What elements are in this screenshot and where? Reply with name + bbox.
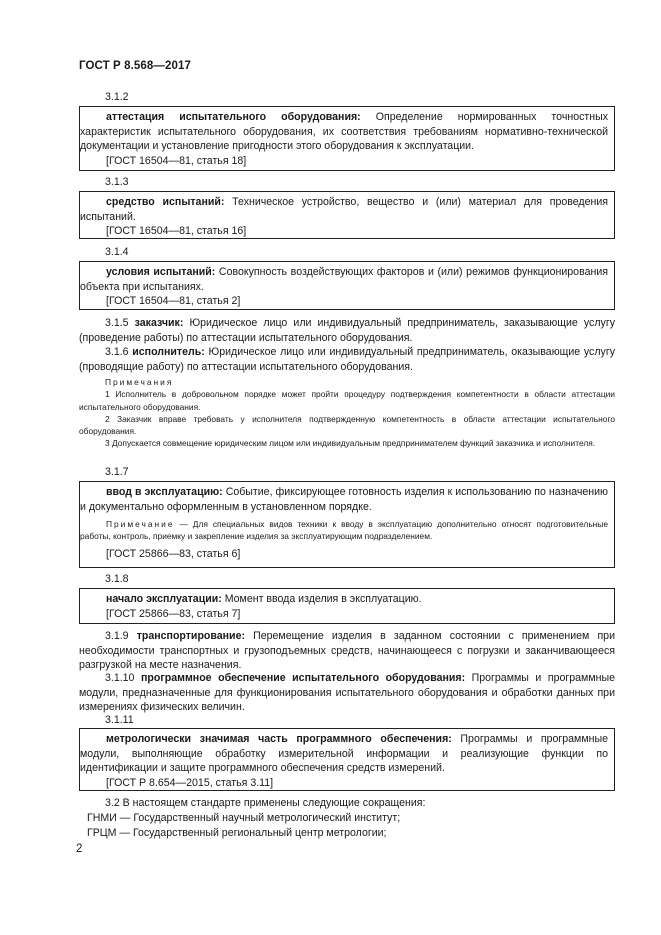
term-source: [ГОСТ 25866—83, статья 7] [106,607,241,620]
term-3-1-10 [79,671,615,715]
term-3-1-6 [79,345,615,374]
term-number: 3.1.10 [105,672,141,684]
term-title: ввод в эксплуатацию: [106,486,223,498]
term-source: [ГОСТ 25866—83, статья 6] [106,547,241,560]
term-title: метрологически значимая часть программного обеспечения: [106,733,452,745]
term-number: 3.1.5 [105,317,135,329]
term-number: 3.1.3 [105,176,129,188]
abbr-text: — Государственный региональный центр метрологии; [119,827,387,839]
document-header: ГОСТ Р 8.568—2017 [79,60,191,72]
term-title: транспортирование: [136,630,245,642]
term-definition: Перемещение изделия в заданном состоянии с применением при необходимости транспортных и грузоподъемных средств, начинающееся с погрузки и заканчивающееся разгрузкой на месте назначения. [79,630,615,672]
term-title: средство испытаний: [106,196,225,208]
term-number: 3.1.11 [105,714,134,726]
term-definition: Юридическое лицо или индивидуальный предприниматель, заказывающие услугу (проведение работы) по аттестации испытательного оборудования. [79,317,615,344]
note-2: 2 Заказчик вправе требовать у исполнителя подтвержденную компетентность в области аттестации испытательного оборудования. [79,413,615,437]
term-title: условия испытаний: [106,266,216,278]
term-title: аттестация испытательного оборудования: [106,111,361,123]
page-number: 2 [76,843,83,855]
term-box-3-1-2 [79,106,615,171]
term-definition: Момент ввода изделия в эксплуатацию. [221,593,422,605]
term-3-1-9 [79,629,615,673]
notes-title: Примечания [105,377,174,387]
notes-block [79,376,615,450]
term-number: 3.1.6 [105,346,133,358]
term-definition: Техническое устройство, вещество и (или) материал для проведения испытаний. [80,196,609,223]
term-definition: Совокупность воздействующих факторов и (или) режимов функционирования объекта при испытаниях. [80,266,608,293]
abbr-term: ГРЦМ [87,827,117,839]
term-source: [ГОСТ 16504—81, статья 16] [106,225,247,238]
note-3: 3 Допускается совмещение юридическим лицом или индивидуальным предпринимателем функций заказчика и исполнителя. [105,438,596,449]
term-number: 3.1.4 [105,246,129,258]
term-box-3-1-3 [79,191,615,239]
abbr-item [87,827,386,839]
abbr-item [87,812,400,824]
term-number: 3.1.7 [105,466,129,478]
term-source: [ГОСТ Р 8.654—2015, статья 3.11] [106,776,274,789]
term-title: программное обеспечение испытательного оборудования: [141,672,466,684]
term-definition: Юридическое лицо или индивидуальный предприниматель, оказывающие услугу (проводящие работу) по аттестации испытательного оборудования. [79,346,615,373]
term-definition: Событие, фиксирующее готовность изделия к использованию по назначению и документально оформленным в установленном порядке. [80,486,609,513]
term-title: заказчик: [134,317,184,329]
term-source: [ГОСТ 16504—81, статья 18] [106,154,247,167]
note-label: Примечание [106,519,175,530]
abbr-text: — Государственный научный метрологический институт; [119,812,401,824]
term-box-3-1-11 [79,728,615,791]
section-3-2: 3.2 В настоящем стандарте применены следующие сокращения: [105,797,426,809]
term-definition: Программы и программные модули, предназначенные для функционирования испытательного оборудования и обработки данных при измерениях физических величин. [79,672,615,714]
term-title: начало эксплуатации: [106,593,222,605]
term-definition: Определение нормированных точностных характеристик испытательного оборудования, их соответствия требованиям нормативно-технической документации и установление пригодности этого оборудования к эксплуатации. [80,111,608,153]
note-text: — Для специальных видов техники к вводу в эксплуатацию дополнительно относят подготовительные работы, контроль, приемку и закрепление изделия за эксплуатирующим подразделением. [80,519,608,542]
term-definition: Программы и программные модули, выполняющие обработку измерительной информации и реализующие функции по идентификации и защите программного обеспечения средств измерений. [80,733,608,775]
term-number: 3.1.2 [105,91,129,103]
term-box-3-1-4 [79,261,615,310]
term-number: 3.1.9 [105,630,137,642]
term-number: 3.1.8 [105,573,129,585]
note-1: 1 Исполнитель в добровольном порядке может пройти процедуру подтверждения компетентности в области аттестации испытательного оборудования. [79,389,615,412]
term-3-1-5 [79,316,615,345]
term-source: [ГОСТ 16504—81, статья 2] [106,295,241,308]
term-box-3-1-8 [79,588,615,624]
abbr-term: ГНМИ [87,812,117,824]
term-title: исполнитель: [132,346,205,358]
term-box-3-1-7 [79,481,615,568]
